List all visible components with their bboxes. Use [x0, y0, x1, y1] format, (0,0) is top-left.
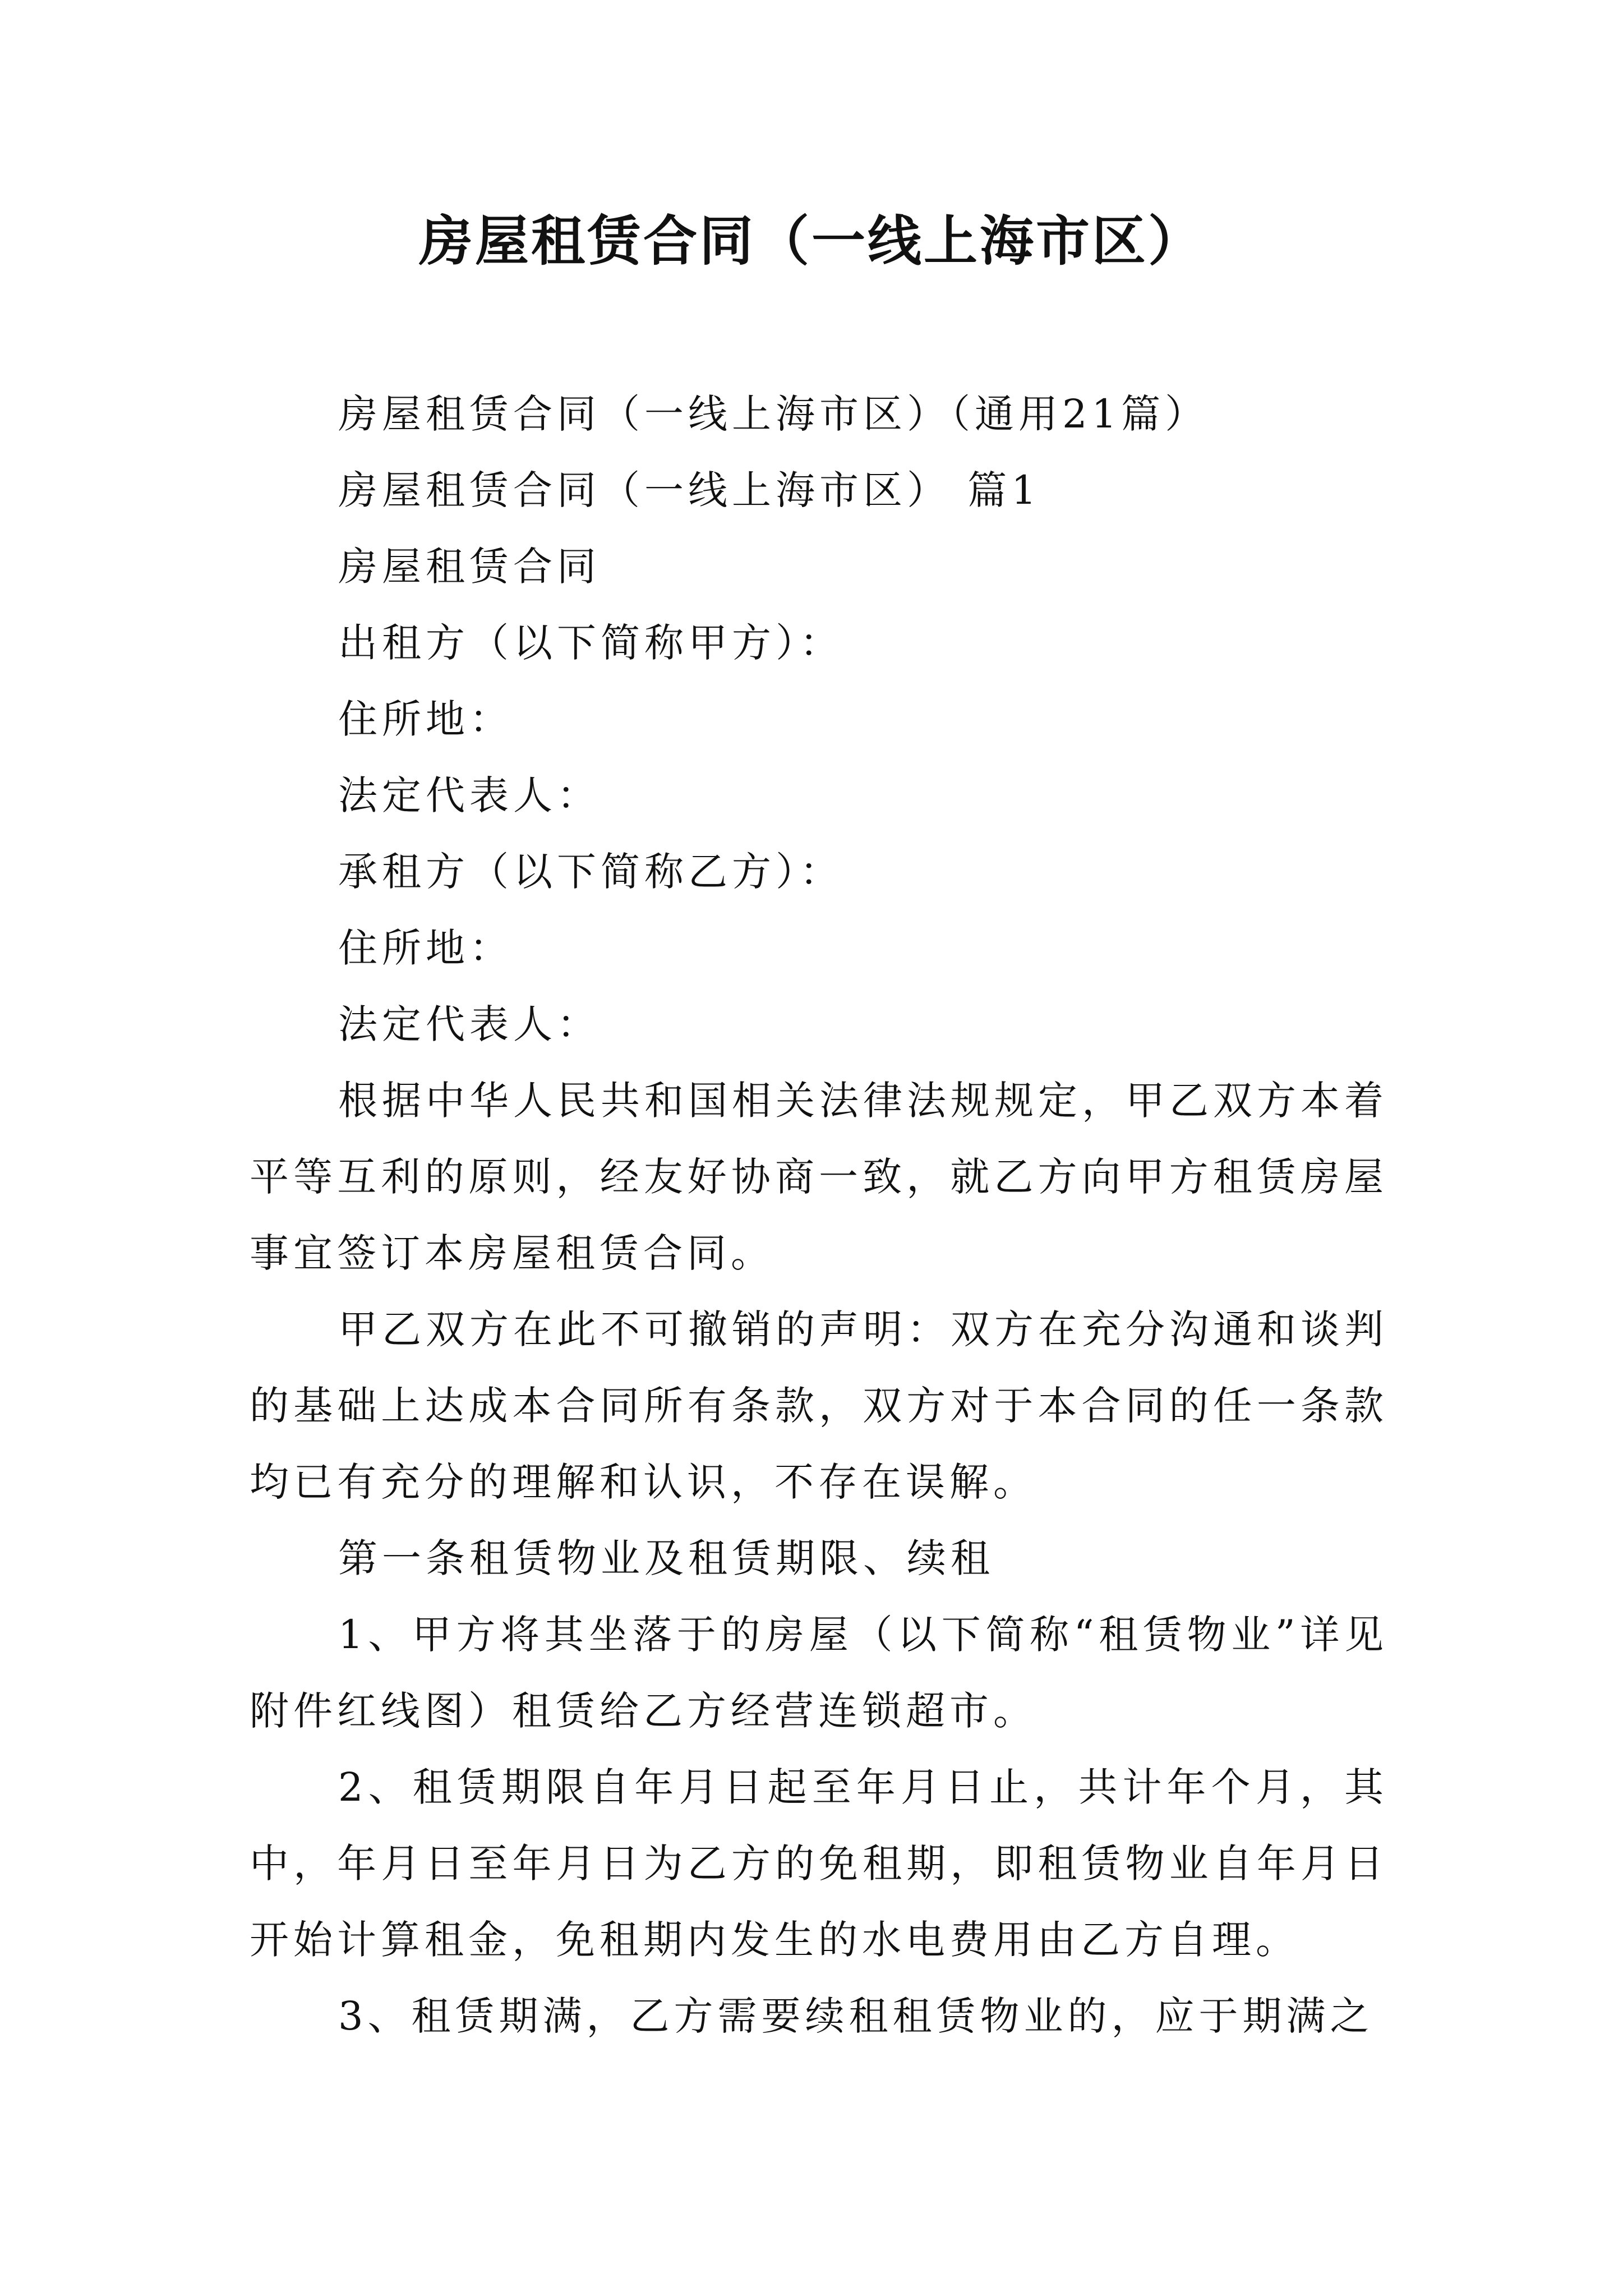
paragraph-lessor: 出租方（以下简称甲方）： — [338, 620, 843, 666]
paragraph-section-heading: 房屋租赁合同（一线上海市区） 篇1 — [338, 467, 1041, 513]
paragraph-lessee: 承租方（以下简称乙方）： — [338, 849, 843, 895]
paragraph-lessor-representative: 法定代表人： — [338, 772, 601, 818]
document-body — [250, 376, 1388, 2054]
document-title: 房屋租赁合同（一线上海市区） — [419, 209, 1204, 273]
paragraph-clause-1: 1、甲方将其坐落于的房屋（以下简称“租赁物业”详见附件红线图）租赁给乙方经营连锁超市。 — [250, 1612, 1388, 1734]
paragraph-lessee-representative: 法定代表人： — [338, 1001, 601, 1047]
paragraph-lessee-address: 住所地： — [338, 925, 513, 971]
paragraph-preamble: 根据中华人民共和国相关法律法规规定，甲乙双方本着平等互利的原则，经友好协商一致，就乙方向甲方租赁房屋事宜签订本房屋租赁合同。 — [250, 1078, 1388, 1276]
paragraph-subtitle: 房屋租赁合同（一线上海市区）（通用21篇） — [338, 391, 1209, 437]
paragraph-article-1-heading: 第一条租赁物业及租赁期限、续租 — [338, 1535, 994, 1581]
paragraph-lessor-address: 住所地： — [338, 696, 513, 742]
paragraph-clause-3: 3、租赁期满，乙方需要续租租赁物业的，应于期满之 — [338, 1993, 1374, 2039]
paragraph-contract-name: 房屋租赁合同 — [338, 544, 601, 590]
paragraph-clause-2: 2、租赁期限自年月日起至年月日止，共计年个月，其中，年月日至年月日为乙方的免租期，即租赁物业自年月日开始计算租金，免租期内发生的水电费用由乙方自理。 — [250, 1764, 1388, 1963]
paragraph-declaration: 甲乙双方在此不可撤销的声明：双方在充分沟通和谈判的基础上达成本合同所有条款，双方对于本合同的任一条款均已有充分的理解和认识，不存在误解。 — [250, 1306, 1388, 1505]
